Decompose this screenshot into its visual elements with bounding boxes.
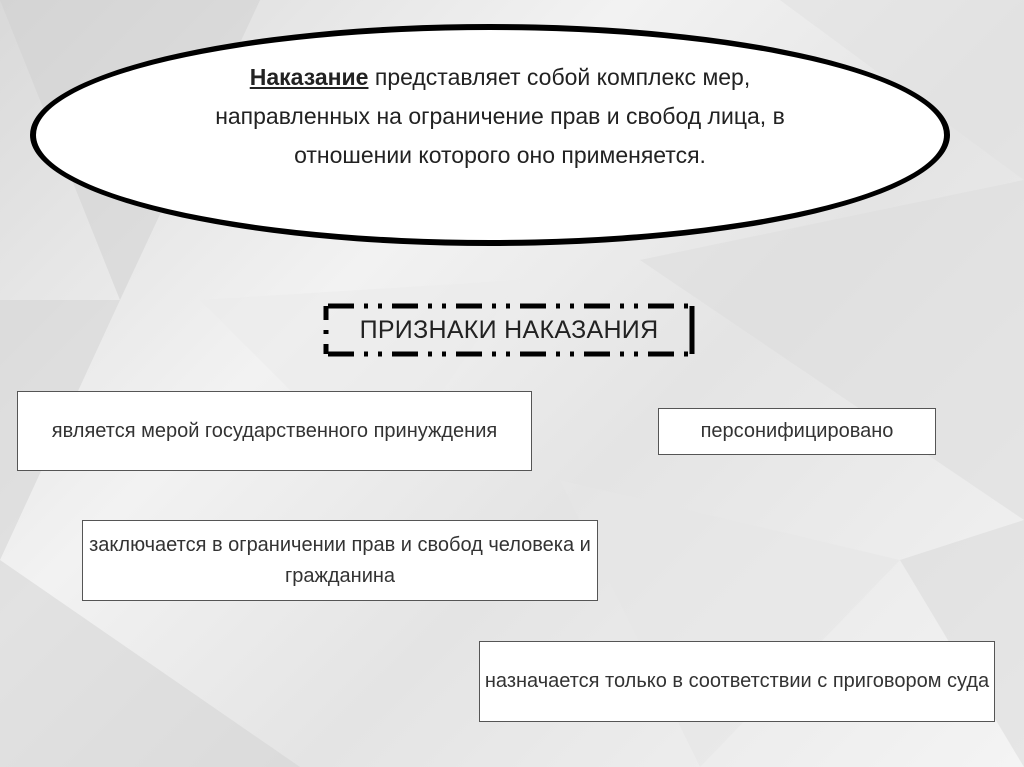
definition-term: Наказание: [249, 64, 369, 90]
definition-body: представляет собой комплекс мер, направленных на ограничение прав и свобод лица, в отношении которого оно применяется.: [215, 64, 785, 168]
feature-text: заключается в ограничении прав и свобод человека и гражданина: [89, 533, 591, 587]
feature-text: назначается только в соответствии с приговором суда: [484, 670, 990, 692]
feature-box-state-coercion: [17, 391, 532, 471]
heading-box: [322, 302, 696, 358]
feature-box-court-sentence: [479, 641, 995, 722]
feature-text: персонифицировано: [700, 420, 894, 442]
heading-title: ПРИЗНАКИ НАКАЗАНИЯ: [359, 316, 659, 344]
feature-text: является мерой государственного принуждения: [51, 419, 498, 442]
feature-box-rights-restriction: [82, 520, 598, 601]
feature-box-personified: [658, 408, 936, 455]
definition-text: [170, 58, 830, 175]
